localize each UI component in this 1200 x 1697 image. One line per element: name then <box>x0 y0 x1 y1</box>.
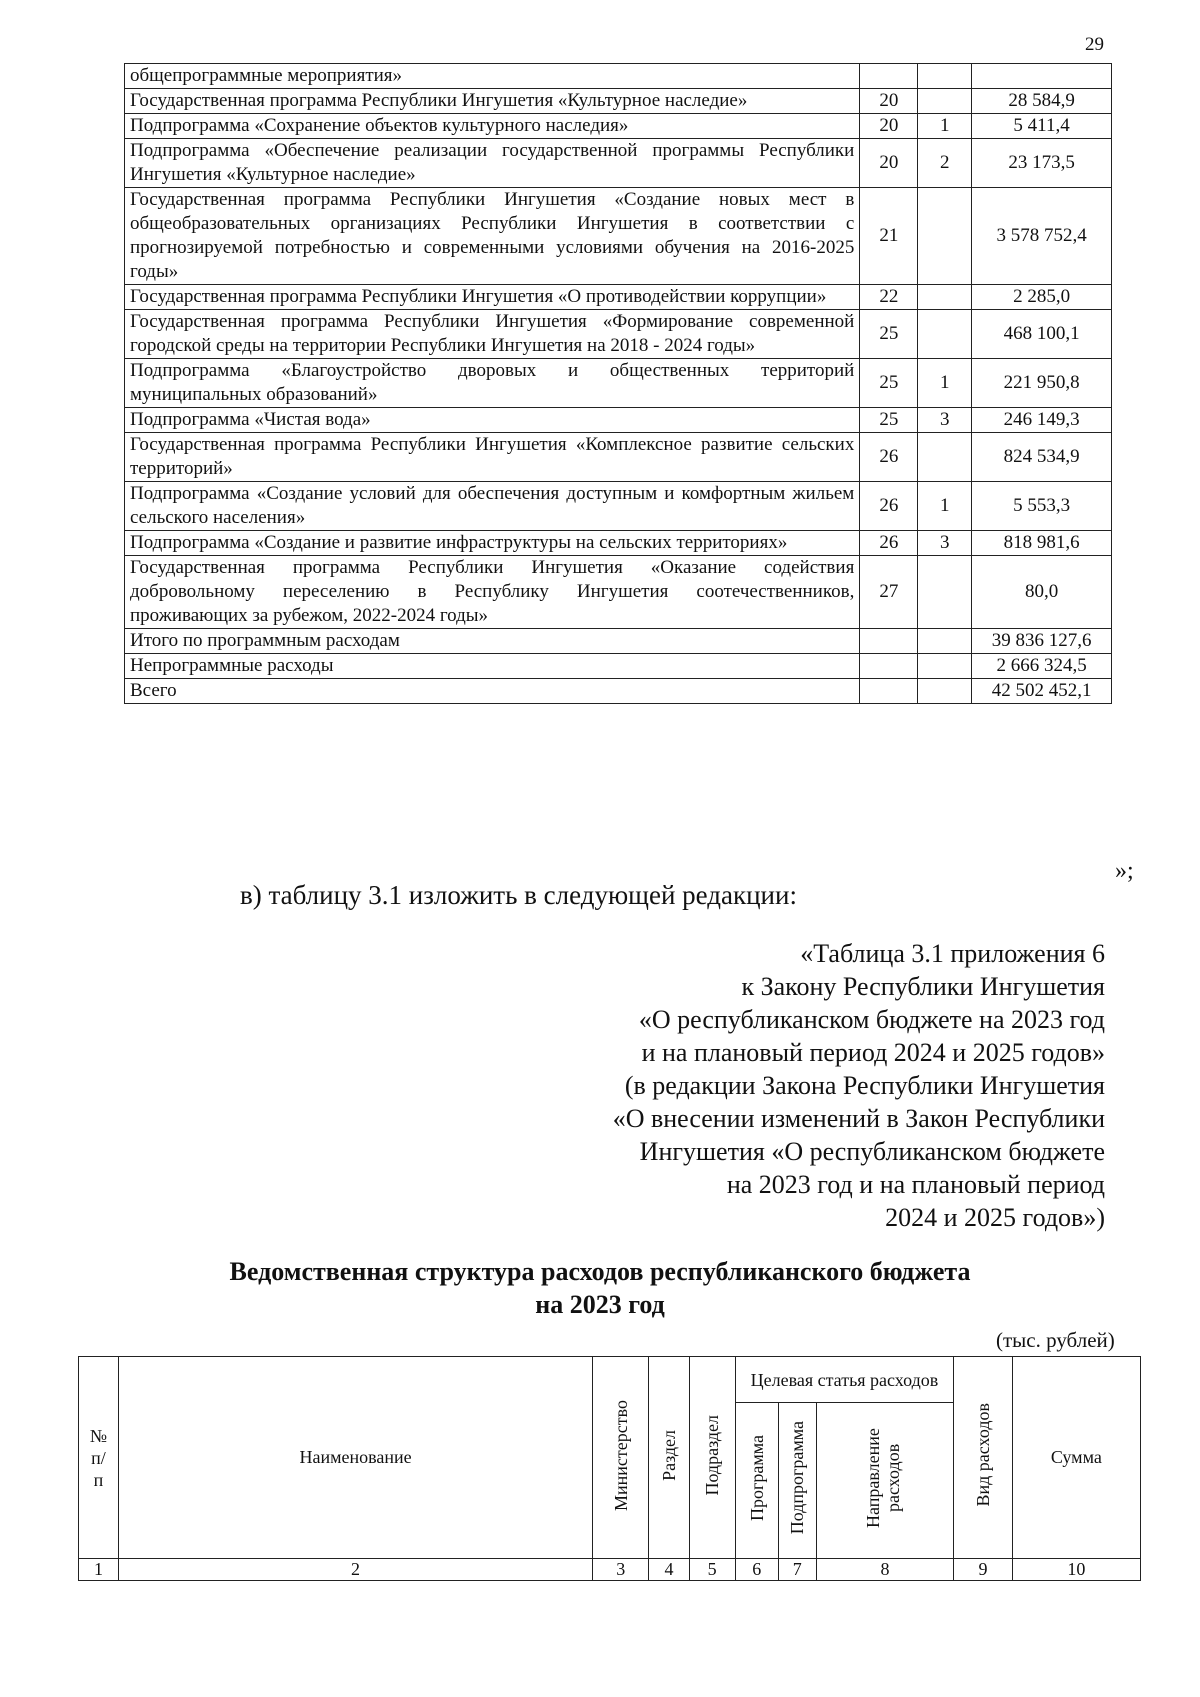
amendment-instruction: в) таблицу 3.1 изложить в следующей редакции: <box>240 880 797 910</box>
document-title-line: на 2023 год <box>535 1290 665 1319</box>
row-name: Подпрограмма «Благоустройство дворовых и общественных территорий муниципальных образований» <box>125 359 860 408</box>
row-program-code: 20 <box>860 114 918 139</box>
row-sum: 2 285,0 <box>972 285 1112 310</box>
header-subprogram: Подпрограмма <box>778 1403 816 1559</box>
row-sum: 2 666 324,5 <box>972 654 1112 679</box>
row-sum: 5 411,4 <box>972 114 1112 139</box>
row-name: Подпрограмма «Чистая вода» <box>125 408 860 433</box>
closing-quote: »; <box>1115 858 1134 884</box>
column-number: 7 <box>778 1559 816 1581</box>
row-program-code: 22 <box>860 285 918 310</box>
table-row <box>125 531 1112 556</box>
row-name: Итого по программным расходам <box>125 629 860 654</box>
row-program-code <box>860 654 918 679</box>
row-subprogram-code <box>918 64 972 89</box>
table-row <box>125 89 1112 114</box>
row-name: Государственная программа Республики Ингушетия «Культурное наследие» <box>125 89 860 114</box>
row-program-code: 20 <box>860 89 918 114</box>
document-title <box>150 1255 1050 1321</box>
departmental-structure-table <box>78 1356 1141 1581</box>
table-row <box>125 114 1112 139</box>
legal-reference-line: (в редакции Закона Республики Ингушетия <box>624 1071 1105 1100</box>
row-name: Подпрограмма «Обеспечение реализации государственной программы Республики Ингушетия «Культурное наследие» <box>125 139 860 188</box>
table-row <box>125 679 1112 704</box>
legal-reference-line: Ингушетия «О республиканском бюджете <box>639 1137 1105 1166</box>
row-program-code: 26 <box>860 433 918 482</box>
row-subprogram-code: 2 <box>918 139 972 188</box>
row-program-code <box>860 679 918 704</box>
row-name: Государственная программа Республики Ингушетия «О противодействии коррупции» <box>125 285 860 310</box>
table-row <box>125 629 1112 654</box>
row-program-code: 21 <box>860 188 918 285</box>
row-name: Государственная программа Республики Ингушетия «Формирование современной городской среды на территории Республики Ингушетия на 2018 - 2024 годы» <box>125 310 860 359</box>
column-number: 8 <box>816 1559 953 1581</box>
table-row <box>125 433 1112 482</box>
row-sum: 28 584,9 <box>972 89 1112 114</box>
table-row <box>125 482 1112 531</box>
row-name: Всего <box>125 679 860 704</box>
row-sum <box>972 64 1112 89</box>
row-subprogram-code: 1 <box>918 482 972 531</box>
legal-reference-line: «О республиканском бюджете на 2023 год <box>638 1005 1105 1034</box>
table-row <box>125 188 1112 285</box>
legal-reference-line: и на плановый период 2024 и 2025 годов» <box>641 1038 1105 1067</box>
row-sum: 468 100,1 <box>972 310 1112 359</box>
header-name: Наименование <box>119 1357 593 1559</box>
row-sum: 42 502 452,1 <box>972 679 1112 704</box>
row-subprogram-code <box>918 285 972 310</box>
row-program-code: 27 <box>860 556 918 629</box>
header-subsection: Подраздел <box>689 1357 735 1559</box>
row-name: Подпрограмма «Создание и развитие инфраструктуры на сельских территориях» <box>125 531 860 556</box>
row-subprogram-code <box>918 89 972 114</box>
row-name: Государственная программа Республики Ингушетия «Оказание содействия добровольному переселению в Республику Ингушетия соотечественников, проживающих за рубежом, 2022-2024 годы» <box>125 556 860 629</box>
row-name: Государственная программа Республики Ингушетия «Комплексное развитие сельских территорий» <box>125 433 860 482</box>
row-sum: 246 149,3 <box>972 408 1112 433</box>
row-program-code: 25 <box>860 310 918 359</box>
program-expenses-table <box>124 63 1112 704</box>
legal-reference-line: на 2023 год и на плановый период <box>726 1170 1105 1199</box>
row-subprogram-code <box>918 556 972 629</box>
column-number: 4 <box>649 1559 689 1581</box>
row-sum: 824 534,9 <box>972 433 1112 482</box>
row-program-code: 25 <box>860 359 918 408</box>
legal-reference-line: 2024 и 2025 годов») <box>885 1203 1105 1232</box>
column-number: 2 <box>119 1559 593 1581</box>
row-program-code: 26 <box>860 482 918 531</box>
header-program: Программа <box>735 1403 778 1559</box>
row-sum: 818 981,6 <box>972 531 1112 556</box>
row-subprogram-code: 1 <box>918 114 972 139</box>
column-number: 5 <box>689 1559 735 1581</box>
document-title-line: Ведомственная структура расходов республиканского бюджета <box>229 1257 971 1286</box>
legal-reference-line: «Таблица 3.1 приложения 6 <box>800 939 1105 968</box>
legal-reference <box>405 937 1105 1234</box>
table-row <box>125 556 1112 629</box>
row-name: Непрограммные расходы <box>125 654 860 679</box>
row-sum: 5 553,3 <box>972 482 1112 531</box>
table-row <box>125 310 1112 359</box>
page-number: 29 <box>1085 34 1104 55</box>
row-subprogram-code: 3 <box>918 531 972 556</box>
row-sum: 3 578 752,4 <box>972 188 1112 285</box>
row-name: Подпрограмма «Сохранение объектов культурного наследия» <box>125 114 860 139</box>
header-target-article: Целевая статья расходов <box>735 1357 954 1403</box>
table-row <box>125 64 1112 89</box>
column-numbering-row <box>79 1559 1141 1581</box>
row-subprogram-code <box>918 629 972 654</box>
header-number: № п/ п <box>79 1357 119 1559</box>
units-label: (тыс. рублей) <box>996 1328 1115 1352</box>
row-sum: 221 950,8 <box>972 359 1112 408</box>
row-name: общепрограммные мероприятия» <box>125 64 860 89</box>
legal-reference-line: «О внесении изменений в Закон Республики <box>612 1104 1105 1133</box>
column-number: 1 <box>79 1559 119 1581</box>
row-subprogram-code: 3 <box>918 408 972 433</box>
column-number: 6 <box>735 1559 778 1581</box>
row-subprogram-code <box>918 310 972 359</box>
table-row <box>125 654 1112 679</box>
header-direction: Направление расходов <box>816 1403 953 1559</box>
column-number: 9 <box>954 1559 1012 1581</box>
header-section: Раздел <box>649 1357 689 1559</box>
header-ministry: Министерство <box>593 1357 649 1559</box>
row-name: Подпрограмма «Создание условий для обеспечения доступным и комфортным жильем сельского населения» <box>125 482 860 531</box>
legal-reference-line: к Закону Республики Ингушетия <box>741 972 1105 1001</box>
header-expense-type: Вид расходов <box>954 1357 1012 1559</box>
row-program-code: 26 <box>860 531 918 556</box>
column-number: 3 <box>593 1559 649 1581</box>
header-sum: Сумма <box>1012 1357 1140 1559</box>
row-subprogram-code: 1 <box>918 359 972 408</box>
row-sum: 80,0 <box>972 556 1112 629</box>
row-program-code <box>860 629 918 654</box>
row-subprogram-code <box>918 188 972 285</box>
row-subprogram-code <box>918 679 972 704</box>
table-row <box>125 359 1112 408</box>
row-sum: 23 173,5 <box>972 139 1112 188</box>
row-subprogram-code <box>918 433 972 482</box>
row-program-code: 20 <box>860 139 918 188</box>
row-program-code: 25 <box>860 408 918 433</box>
row-sum: 39 836 127,6 <box>972 629 1112 654</box>
row-subprogram-code <box>918 654 972 679</box>
table-row <box>125 408 1112 433</box>
table-row <box>125 285 1112 310</box>
table-row <box>125 139 1112 188</box>
row-program-code <box>860 64 918 89</box>
column-number: 10 <box>1012 1559 1140 1581</box>
row-name: Государственная программа Республики Ингушетия «Создание новых мест в общеобразовательных организациях Республики Ингушетия в соответствии с прогнозируемой потребностью и современными условиями обучения на 2016-2025 годы» <box>125 188 860 285</box>
